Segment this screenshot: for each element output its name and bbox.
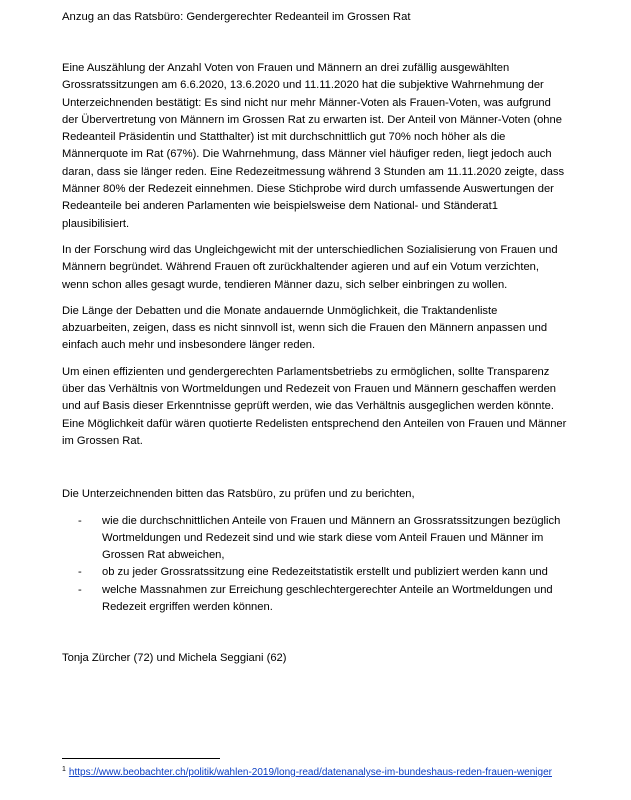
footnote	[62, 766, 568, 780]
footnote-number: 1	[62, 765, 66, 773]
spacer	[62, 616, 568, 650]
spacer	[62, 459, 568, 486]
list-item-text: ob zu jeder Grossratssitzung eine Redezeitstatistik erstellt und publiziert werden kann und	[102, 566, 548, 579]
paragraph-3: Die Länge der Debatten und die Monate andauernde Unmöglichkeit, die Traktandenliste abzuarbeiten, zeigen, dass es nicht sinnvoll ist, wenn sich die Frauen den Männern anpassen und einfach auch mehr und insbesondere länger reden.	[62, 304, 548, 352]
document-body	[62, 60, 568, 677]
list-item-text: wie die durchschnittlichen Anteile von Frauen und Männern an Grossratssitzungen bezüglich Wortmeldungen und Redezeit sind und wie stark diese vom Anteil Frauen und Männer im Grossen Rat abweichen,	[102, 514, 561, 562]
footnote-link[interactable]: https://www.beobachter.ch/politik/wahlen-2019/long-read/datenanalyse-im-bundeshaus-reden-frauen-weniger	[68, 767, 552, 778]
signatories: Tonja Zürcher (72) und Michela Seggiani (62)	[62, 652, 287, 665]
list-marker: -	[78, 566, 82, 579]
paragraph-4: Um einen effizienten und gendergerechten Parlamentsbetriebs zu ermöglichen, sollte Transparenz über das Verhältnis von Wortmeldungen und Redezeit von Frauen und Männern geschaffen werden und auf Basis dieser Erkenntnisse geprüft werden, wie das Verhältnis ausgeglichen werden könnte. Eine Möglichkeit dafür wären quotierte Redelisten entsprechend den Anteilen von Frauen und Männer im Grossen Rat.	[62, 365, 567, 447]
list-marker: -	[78, 514, 82, 527]
list-item	[62, 564, 568, 581]
list-item	[62, 513, 568, 565]
paragraph-2: In der Forschung wird das Ungleichgewicht mit der unterschiedlichen Sozialisierung von Frauen und Männern begründet. Während Frauen oft zurückhaltender agieren und auf ein Votum verzichten, wenn schon alles gesagt wurde, tendieren Männer dazu, sich selber einbringen zu wollen.	[62, 243, 558, 291]
paragraph-1: Eine Auszählung der Anzahl Voten von Frauen und Männern an drei zufällig ausgewählten Grossratssitzungen am 6.6.2020, 13.6.2020 und 11.11.2020 hat die subjektive Wahrnehmung der Unterzeichnenden bestätigt: Es sind nicht nur mehr Männer-Voten als Frauen-Voten, was aufgrund der Übervertretung von Männern im Grossen Rat zu erwarten ist. Der Anteil von Männer-Voten (ohne Redeanteil Präsidentin und Statthalter) ist mit durchschnittlich gut 70% noch höher als die Männerquote im Rat (67%). Die Wahrnehmung, dass Männer viel häufiger reden, liegt jedoch auch daran, dass sie länger reden. Eine Redezeitmessung während 3 Stunden am 11.11.2020 zeigte, dass Männer 80% der Redezeit einnehmen. Diese Stichprobe wird durch umfassende Auswertungen der Redeanteile bei anderen Parlamenten wie beispielsweise dem National- und Ständerat1 plausibilisiert.	[62, 62, 565, 230]
list-marker: -	[78, 583, 82, 596]
document-title: Anzug an das Ratsbüro: Gendergerechter Redeanteil im Grossen Rat	[62, 11, 411, 23]
list-item	[62, 582, 568, 617]
request-intro: Die Unterzeichnenden bitten das Ratsbüro, zu prüfen und zu berichten,	[62, 488, 415, 501]
list-item-text: welche Massnahmen zur Erreichung geschlechtergerechter Anteile an Wortmeldungen und Redezeit ergriffen werden können.	[102, 583, 553, 614]
request-list	[62, 513, 568, 617]
footnote-separator	[62, 758, 220, 759]
